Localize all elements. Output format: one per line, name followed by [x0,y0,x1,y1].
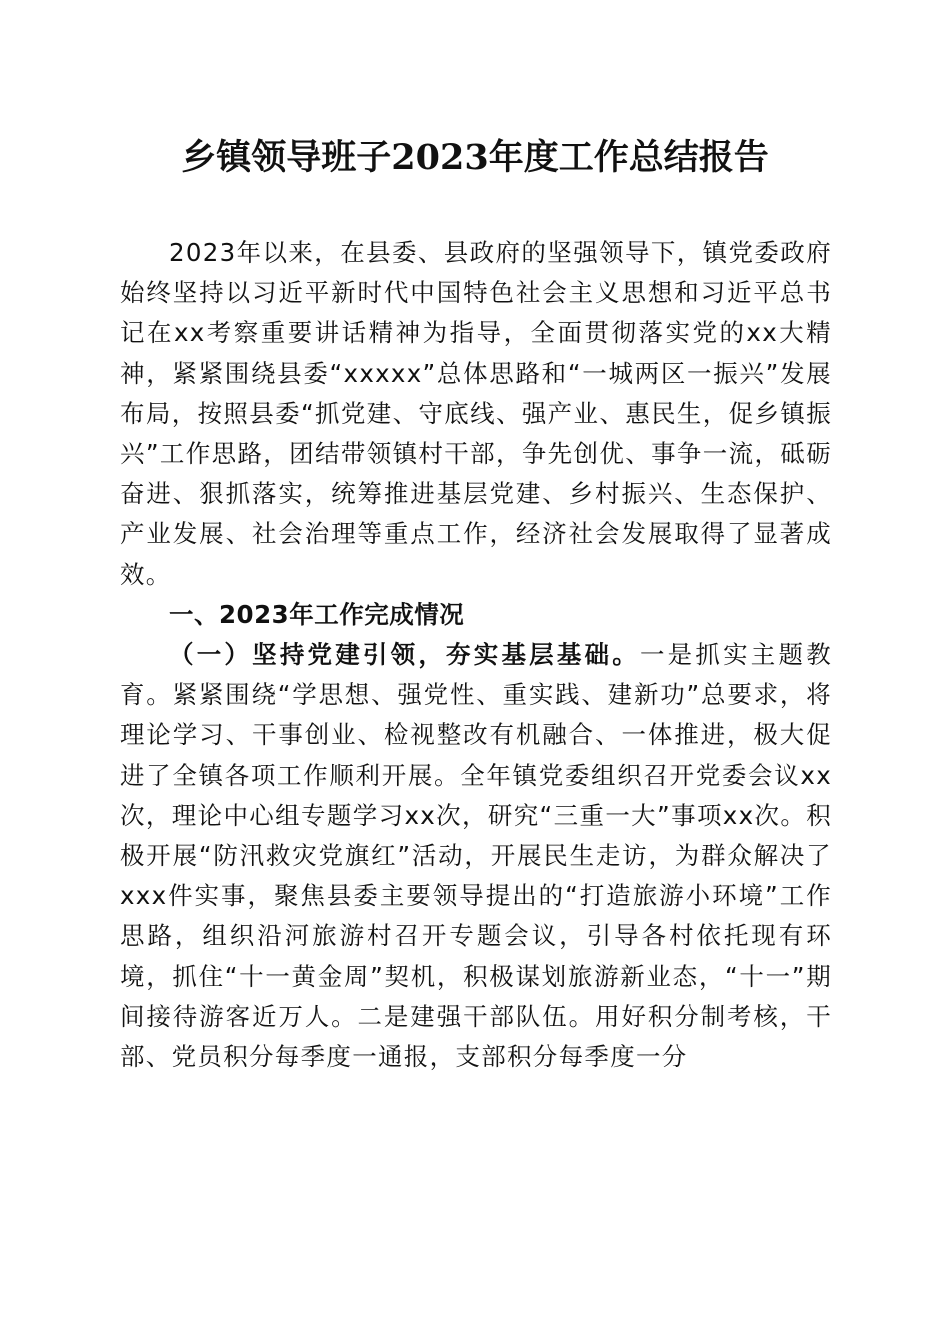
subsection-paragraph [120,635,832,1077]
subsection-heading: （一）坚持党建引领，夯实基层基础。 [169,640,640,670]
document-title: 乡镇领导班子2023年度工作总结报告 [181,137,769,178]
intro-paragraph: 2023年以来，在县委、县政府的坚强领导下，镇党委政府始终坚持以习近平新时代中国特色社会主义思想和习近平总书记在xx考察重要讲话精神为指导，全面贯彻落实党的xx大精神，紧紧围绕县委“xxxxx”总体思路和“一城两区一振兴”发展布局，按照县委“抓党建、守底线、强产业、惠民生，促乡镇振兴”工作思路，团结带领镇村干部，争先创优、事争一流，砥砺奋进、狠抓落实，统筹推进基层党建、乡村振兴、生态保护、产业发展、社会治理等重点工作，经济社会发展取得了显著成效。 [120,238,832,589]
section-heading: 一、2023年工作完成情况 [169,599,465,629]
document-body [120,233,832,1077]
subsection-body: 一是抓实主题教育。紧紧围绕“学思想、强党性、重实践、建新功”总要求，将理论学习、干事创业、检视整改有机融合、一体推进，极大促进了全镇各项工作顺利开展。全年镇党委组织召开党委会议xx次，理论中心组专题学习xx次，研究“三重一大”事项xx次。积极开展“防汛救灾党旗红”活动，开展民生走访，为群众解决了xxx件实事，聚焦县委主要领导提出的“打造旅游小环境”工作思路，组织沿河旅游村召开专题会议，引导各村依托现有环境，抓住“十一黄金周”契机，积极谋划旅游新业态，“十一”期间接待游客近万人。二是建强干部队伍。用好积分制考核，干部、党员积分每季度一通报，支部积分每季度一分 [120,640,832,1072]
